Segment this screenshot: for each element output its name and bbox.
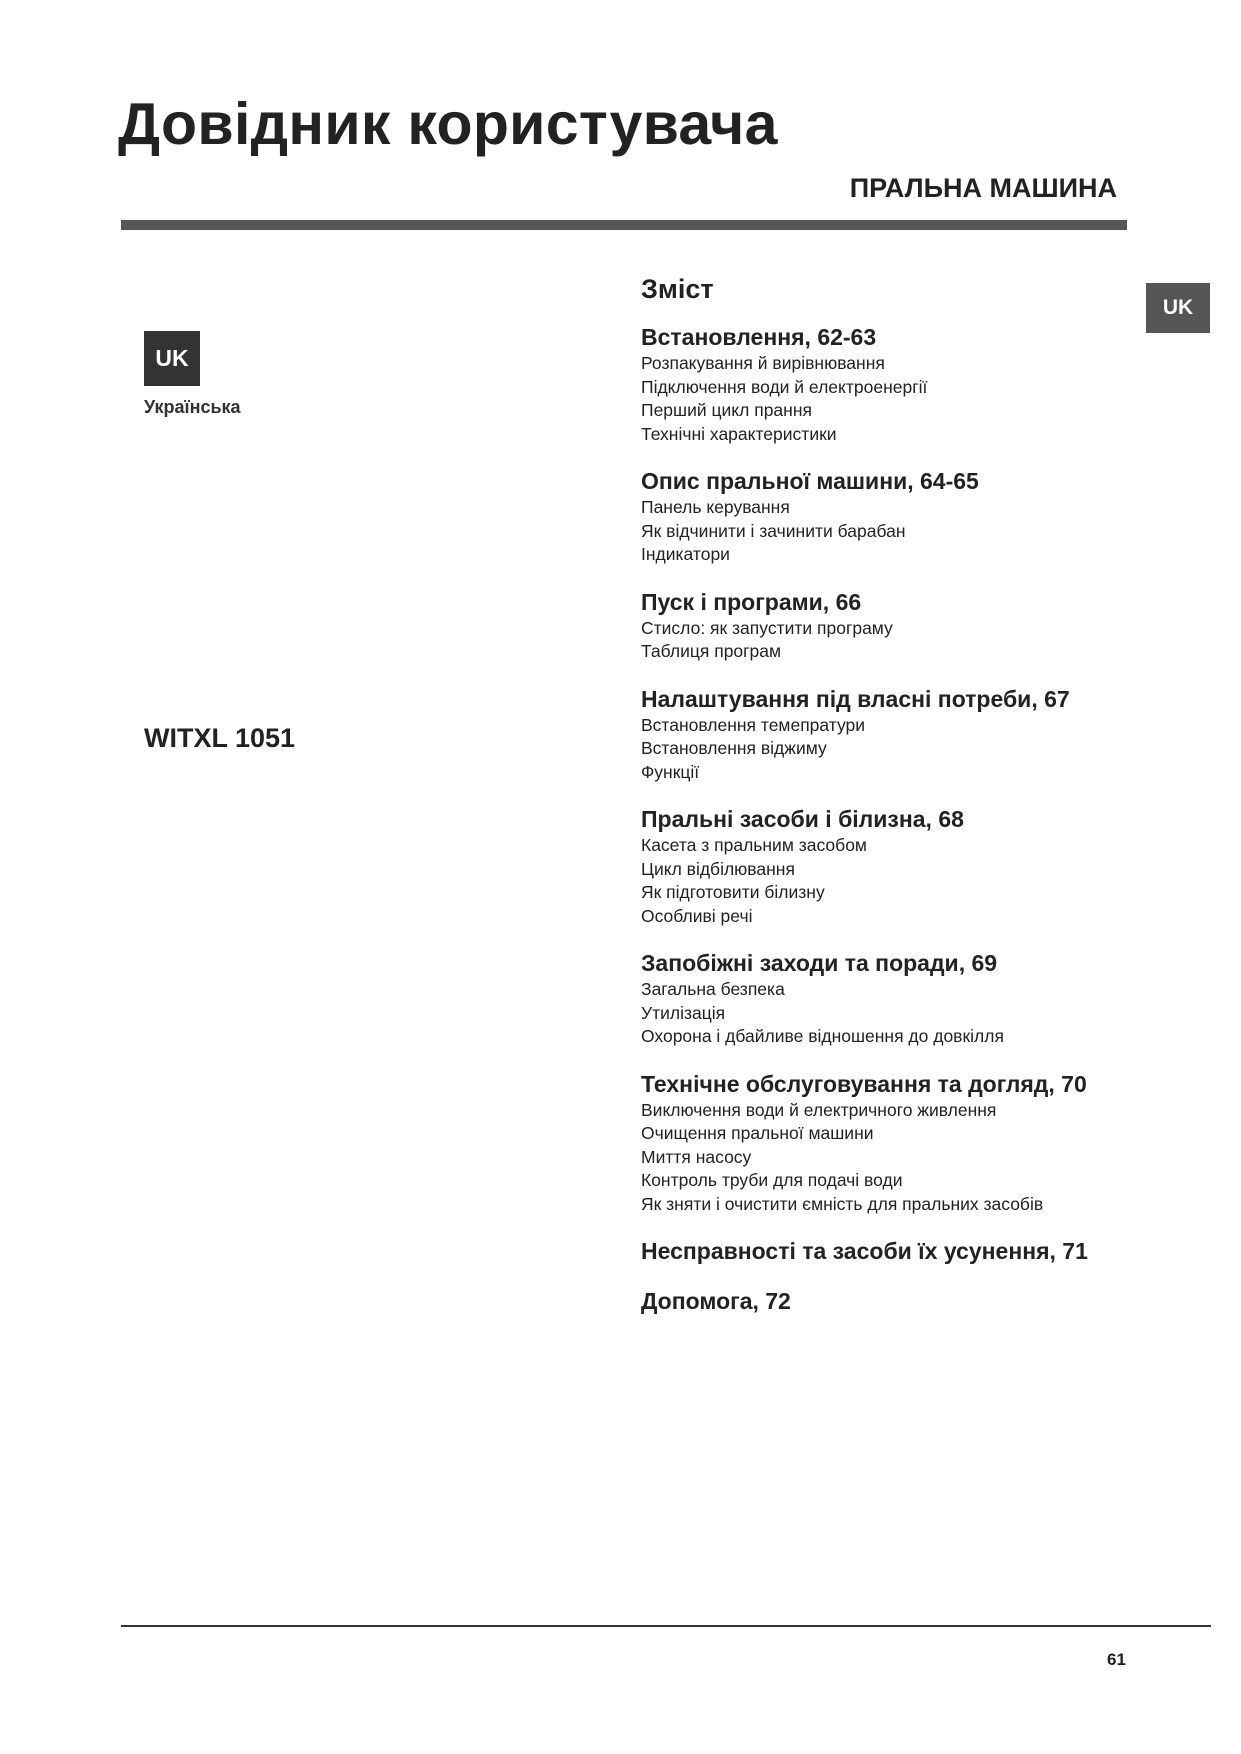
toc-section [641, 1237, 1201, 1266]
model-number: WITXL 1051 [144, 723, 296, 753]
toc-item: Особливі речі [641, 905, 753, 926]
page-number: 61 [1107, 1650, 1126, 1669]
footer-divider [121, 1625, 1211, 1627]
toc-section [641, 805, 1201, 928]
toc-section [641, 949, 1201, 1049]
toc-heading: Зміст [641, 274, 714, 304]
page-title: Довідник користувача [118, 91, 778, 157]
toc-section [641, 1070, 1201, 1217]
header-divider [121, 220, 1127, 230]
toc-section [641, 467, 1201, 567]
toc-section-title: Встановлення, 62-63 [641, 324, 877, 350]
toc-item: Контроль труби для подачі води [641, 1170, 903, 1190]
toc-item: Панель керування [641, 497, 790, 517]
toc-item: Очищення пральної машини [641, 1123, 874, 1143]
toc-section-title: Пральні засоби і білизна, 68 [641, 806, 964, 832]
language-side-tab: UK [1146, 283, 1210, 333]
toc-item: Цикл відбілювання [641, 858, 795, 879]
toc-section [641, 685, 1201, 785]
toc-item: Розпакування й вирівнювання [641, 353, 885, 373]
toc-item: Касета з пральним засобом [641, 835, 867, 855]
toc-item: Утилізація [641, 1002, 726, 1023]
toc-item: Стисло: як запустити програму [641, 617, 893, 638]
toc-section-title: Запобіжні заходи та поради, 69 [641, 950, 998, 976]
language-code-badge: UK [144, 331, 200, 386]
toc-item: Охорона і дбайливе відношення до довкілля [641, 1026, 1004, 1046]
toc-item: Загальна безпека [641, 979, 785, 999]
toc-item: Індикатори [641, 544, 730, 564]
table-of-contents [641, 272, 1201, 1337]
toc-section-title: Опис пральної машини, 64-65 [641, 468, 979, 494]
toc-item: Технічні характеристики [641, 423, 837, 444]
toc-item: Як відчинити і зачинити барабан [641, 520, 906, 541]
toc-section-title: Допомога, 72 [641, 1288, 791, 1314]
toc-item: Як зняти і очистити ємність для пральних засобів [641, 1193, 1044, 1214]
toc-section-title: Несправності та засоби їх усунення, 71 [641, 1238, 1088, 1264]
toc-item: Таблиця програм [641, 641, 782, 661]
toc-item: Миття насосу [641, 1146, 752, 1167]
page-subtitle: ПРАЛЬНА МАШИНА [849, 173, 1117, 203]
toc-item: Перший цикл прання [641, 400, 812, 420]
toc-section-title: Налаштування під власні потреби, 67 [641, 685, 1070, 712]
toc-section-title: Пуск і програми, 66 [641, 588, 862, 615]
language-name: Українська [144, 397, 241, 417]
toc-item: Виключення води й електричного живлення [641, 1099, 997, 1120]
toc-section-title: Технічне обслуговування та догляд, 70 [641, 1070, 1087, 1097]
toc-section [641, 323, 1201, 446]
toc-section [641, 1287, 1201, 1316]
toc-section [641, 588, 1201, 664]
toc-item: Підключення води й електроенергії [641, 376, 928, 397]
toc-item: Як підготовити білизну [641, 882, 825, 902]
toc-item: Функції [641, 761, 700, 782]
toc-item: Встановлення темепратури [641, 714, 866, 735]
toc-item: Встановлення віджиму [641, 738, 827, 758]
toc-section-list [641, 323, 1201, 1316]
